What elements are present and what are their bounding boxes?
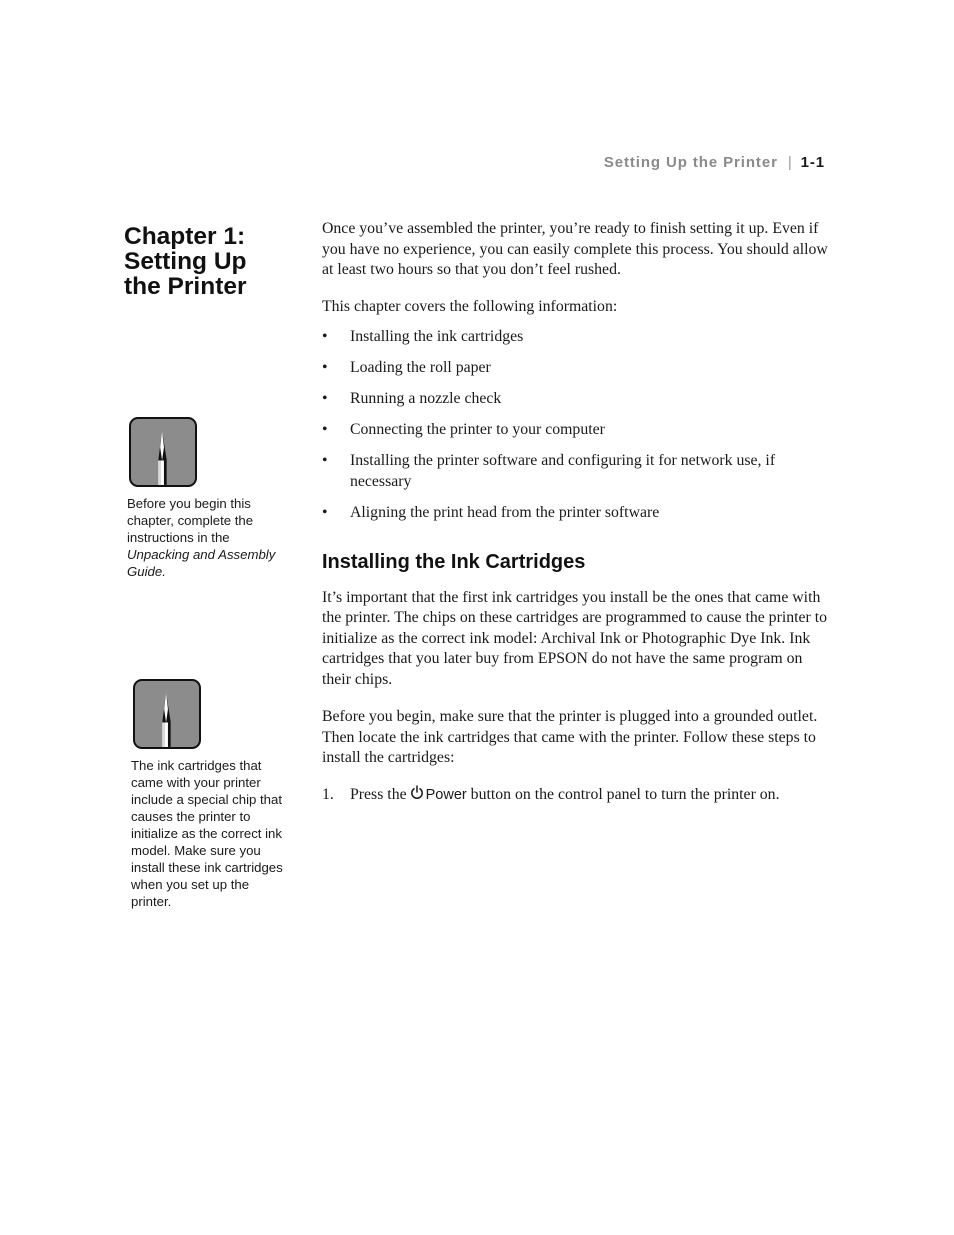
intro-paragraph: Once you’ve assembled the printer, you’re ready to finish setting it up. Even if you have no experience, you can easily complete this process. You should allow at least two hours so that you don’t feel rushed. — [322, 220, 828, 278]
list-item — [322, 358, 832, 379]
list-item — [322, 420, 832, 441]
sidenote-text: Before you begin this chapter, complete the instructions in the — [127, 496, 254, 545]
topic-list — [322, 327, 832, 524]
list-item — [322, 451, 832, 492]
bullet-icon: • — [322, 452, 328, 469]
power-icon — [410, 785, 424, 800]
chapter-title-line-1: Chapter 1: — [124, 223, 246, 250]
power-button-label: Power — [425, 786, 467, 803]
running-header-section: Setting Up the Printer — [603, 154, 778, 171]
chapter-title-line-2: Setting Up — [124, 248, 247, 275]
step-text-after: button on the control panel to turn the printer on. — [470, 785, 780, 803]
step-text-before: Press the — [350, 785, 407, 803]
sidenote-period: . — [162, 564, 166, 579]
bullet-icon: • — [322, 359, 328, 376]
list-item-text: Connecting the printer to your computer — [350, 421, 605, 438]
page-number: 1-1 — [800, 154, 825, 171]
bullet-icon: • — [322, 328, 328, 345]
bullet-icon: • — [322, 504, 328, 521]
section-heading: Installing the Ink Cartridges — [322, 550, 586, 573]
pencil-note-icon — [133, 679, 201, 749]
list-item — [322, 503, 832, 524]
chapter-title — [124, 224, 294, 299]
pencil-note-icon — [129, 417, 197, 487]
bullet-icon: • — [322, 390, 328, 407]
guide-title: Unpacking and Assembly Guide — [127, 547, 276, 579]
list-item — [322, 389, 832, 410]
list-item-text: Loading the roll paper — [350, 359, 491, 376]
covers-label: This chapter covers the following information: — [322, 297, 618, 315]
list-item-text: Installing the ink cartridges — [350, 328, 524, 345]
list-item — [322, 327, 832, 348]
bullet-icon: • — [322, 421, 328, 438]
step-1 — [322, 785, 832, 806]
list-item-text: Running a nozzle check — [350, 390, 502, 407]
section-paragraph-2: Before you begin, make sure that the printer is plugged into a grounded outlet. Then locate the ink cartridges that came with the printer. Follow these steps to install the cartridges: — [322, 708, 818, 766]
sidenote-before-you-begin — [127, 495, 287, 580]
chapter-title-line-3: the Printer — [124, 273, 247, 300]
step-number: 1. — [322, 785, 334, 803]
list-item-text: Installing the printer software and configuring it for network use, if necessary — [350, 452, 776, 490]
main-content — [322, 219, 832, 805]
list-item-text: Aligning the print head from the printer software — [350, 504, 660, 521]
running-header-separator: | — [787, 154, 793, 171]
running-header — [604, 154, 825, 171]
section-paragraph-1: It’s important that the first ink cartridges you install be the ones that came with the printer. The chips on these cartridges are programmed to cause the printer to initialize as the correct ink model: Archival Ink or Photographic Dye Ink. Ink cartridges that you later buy from EPSON do not have the same program on their chips. — [322, 588, 828, 688]
sidenote-ink-cartridges: The ink cartridges that came with your printer include a special chip that causes the printer to initialize as the correct ink model. Make sure you install these ink cartridges when you set up the printer. — [131, 758, 283, 909]
